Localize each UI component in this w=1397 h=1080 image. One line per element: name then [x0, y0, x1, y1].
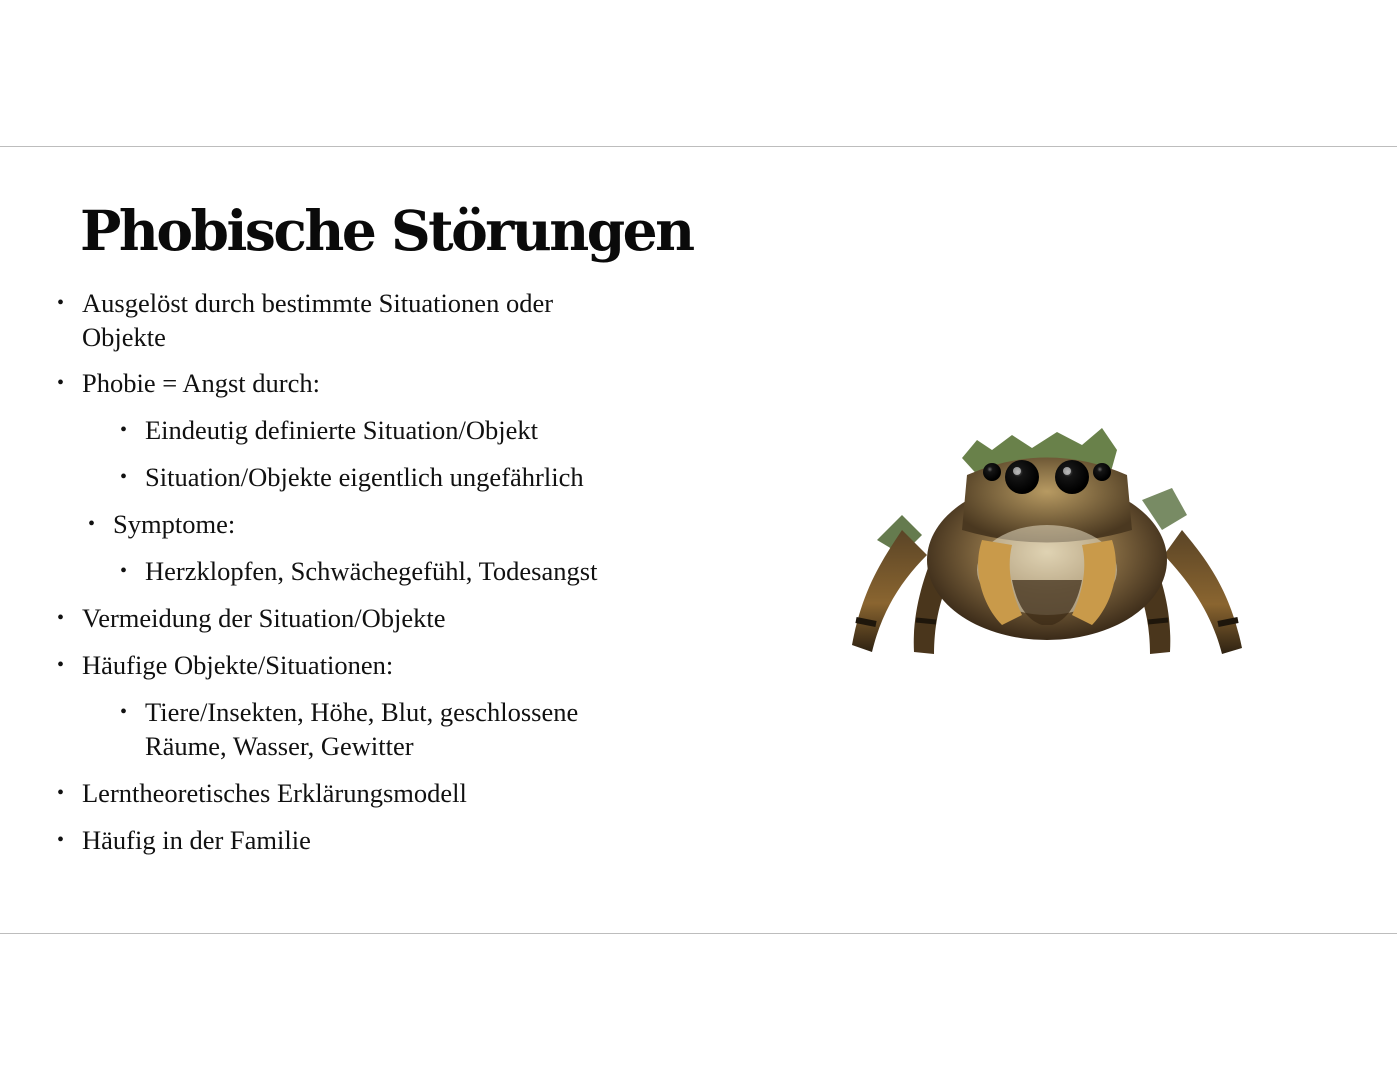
- bullet-dot: •: [120, 701, 128, 723]
- bullet-text: Symptome:: [113, 509, 236, 539]
- sub-bullet-item: [120, 414, 645, 448]
- top-divider: [0, 146, 1397, 147]
- sub-bullet-item: [120, 696, 615, 763]
- bullet-text: Häufige Objekte/Situationen:: [82, 650, 394, 680]
- bullet-item: [57, 287, 642, 354]
- slide-title: Phobische Störungen: [80, 198, 693, 263]
- sub-bullet-item: [120, 555, 645, 589]
- sub-bullet-item: [120, 461, 645, 495]
- bullet-text: Herzklopfen, Schwächegefühl, Todesangst: [145, 556, 598, 586]
- bullet-dot: •: [120, 466, 128, 488]
- bullet-dot: •: [120, 560, 128, 582]
- bullet-item: [57, 824, 642, 858]
- bullet-item: [57, 777, 642, 811]
- bullet-item: [57, 649, 642, 683]
- bullet-text: Situation/Objekte eigentlich ungefährlich: [145, 462, 584, 492]
- jumping-spider-image: [842, 420, 1252, 665]
- sub-bullet-item: [88, 508, 633, 542]
- bullet-text: Vermeidung der Situation/Objekte: [82, 603, 446, 633]
- bullet-text: Tiere/Insekten, Höhe, Blut, geschlossene Räume, Wasser, Gewitter: [145, 697, 579, 761]
- bullet-text: Eindeutig definierte Situation/Objekt: [145, 415, 538, 445]
- bullet-dot: •: [57, 829, 65, 851]
- bullet-dot: •: [57, 292, 65, 314]
- bullet-text: Ausgelöst durch bestimmte Situationen oder Objekte: [82, 288, 554, 352]
- bullet-text: Phobie = Angst durch:: [82, 368, 320, 398]
- bullet-dot: •: [57, 372, 65, 394]
- bullet-dot: •: [57, 607, 65, 629]
- bullet-item: [57, 367, 642, 401]
- bullet-dot: •: [120, 419, 128, 441]
- bullet-dot: •: [57, 654, 65, 676]
- bullet-dot: •: [88, 513, 96, 535]
- bottom-divider: [0, 933, 1397, 934]
- bullet-text: Häufig in der Familie: [82, 825, 311, 855]
- bullet-dot: •: [57, 782, 65, 804]
- bullet-text: Lerntheoretisches Erklärungsmodell: [82, 778, 467, 808]
- bullet-item: [57, 602, 642, 636]
